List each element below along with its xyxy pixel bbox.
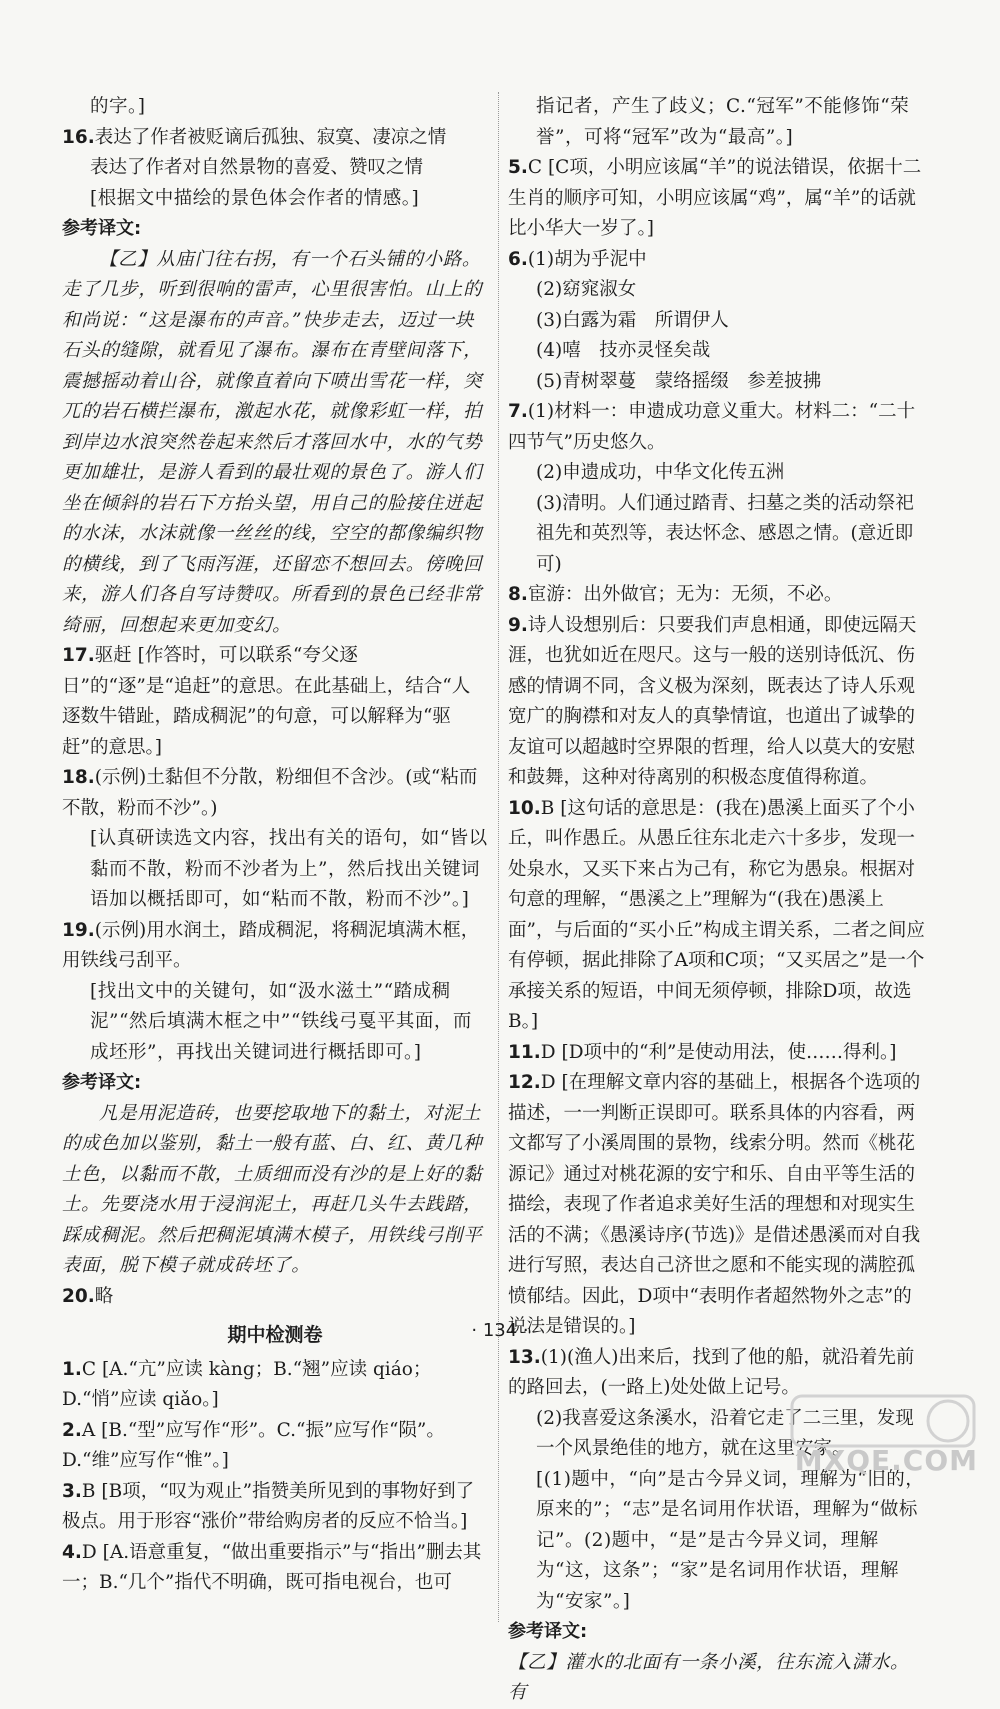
question-number: 16. [62, 126, 95, 148]
answer-item [508, 1038, 928, 1069]
question-number: 6. [508, 248, 528, 270]
answer-item [62, 1282, 488, 1313]
question-number: 20. [62, 1285, 95, 1307]
question-number: 18. [62, 767, 95, 788]
answer-item [62, 1477, 488, 1538]
answer-item [508, 153, 928, 245]
answer-text: (1)胡为乎泥中 [527, 248, 647, 270]
answer-item [508, 580, 928, 611]
question-number: 2. [62, 1419, 82, 1441]
question-number: 3. [62, 1480, 82, 1502]
reference-translation-label: 参考译文: [62, 218, 142, 239]
answer-line: (2)窈窕淑女 [536, 279, 637, 300]
question-number: 19. [62, 919, 95, 941]
question-number: 12. [508, 1072, 541, 1093]
question-number: 17. [62, 645, 95, 666]
reference-translation-label: 参考译文: [508, 1621, 588, 1642]
answer-line: (3)白露为霜 所谓伊人 [536, 309, 729, 331]
answer-item [62, 1538, 488, 1599]
answer-item [508, 397, 928, 458]
answer-line: (3)清明。人们通过踏青、扫墓之类的活动祭祀祖先和英烈等，表达怀念、感恩之情。(意近即可) [536, 492, 914, 575]
answer-line: 表达了作者对自然景物的喜爱、赞叹之情 [90, 157, 424, 178]
answer-text: (1)(渔人)出来后，找到了他的船，就沿着先前的路回去，(一路上)处处做上记号。 [508, 1346, 915, 1398]
answer-text: (示例)土黏但不分散，粉细但不含沙。(或“粘而不散，粉而不沙”。) [62, 767, 478, 819]
answer-item [62, 763, 488, 824]
answer-item [508, 245, 928, 276]
answer-text: 驱赶 [作答时，可以联系“夸父逐日”的“逐”是“追赶”的意思。在此基础上，结合“人逐数牛错趾，踏成稠泥”的句意，可以解释为“驱赶”的意思。] [62, 645, 471, 758]
question-number: 10. [508, 797, 541, 819]
answer-text: C [A.“亢”应读 kàng；B.“翘”应读 qiáo；D.“悄”应读 qiǎo。] [62, 1358, 432, 1410]
explanation-note: [找出文中的关键句，如“汲水滋土”“踏成稠泥”“然后填满木框之中”“铁线弓戛平其面，而成坯形”，再找出关键词进行概括即可。] [90, 980, 472, 1063]
question-number: 1. [62, 1358, 82, 1380]
explanation-note: [认真研读选文内容，找出有关的语句，如“皆以黏而不散，粉而不沙者为上”，然后找出关键词语加以概括即可，如“粘而不散，粉而不沙”。] [90, 828, 488, 910]
answer-text: 宦游：出外做官；无为：无须，不必。 [527, 584, 843, 605]
answer-item [508, 611, 928, 794]
left-column [62, 92, 488, 1599]
answer-text: (示例)用水润土，踏成稠泥，将稠泥填满木框，用铁线弓刮平。 [62, 919, 480, 971]
translation-paragraph: 凡是用泥造砖，也要挖取地下的黏土，对泥土的成色加以鉴别，黏土一般有蓝、白、红、黄几种土色，以黏而不散，土质细而没有沙的是上好的黏土。先要浇水用于浸润泥土，再赶几头牛去践踏，踩成稠泥。然后把稠泥填满木模子，用铁线弓削平表面，脱下模子就成砖坯了。 [62, 1102, 483, 1276]
explanation-note: 的字。] [90, 96, 146, 117]
answer-text: B [这句话的意思是：(我在)愚溪上面买了个小丘，叫作愚丘。从愚丘往东北走六十多步，发现一处泉水，又买下来占为己有，称它为愚泉。根据对句意的理解，“愚溪之上”理解为“(我在)愚溪上面”，与后面的“买小丘”构成主谓关系，二者之间应有停顿，据此排除了A项和C项；“又买居之”是一个承接关系的短语，中间无须停顿，排除D项，故选B。] [508, 797, 925, 1032]
section-heading: 期中检测卷 [227, 1324, 323, 1346]
answer-text: D [A.语意重复，“做出重要指示”与“指出”删去其一；B.“几个”指代不明确，既可指电视台，也可 [62, 1541, 482, 1593]
answer-item [62, 1355, 488, 1416]
answer-text: C [C项，小明应该属“羊”的说法错误，依据十二生肖的顺序可知，小明应该属“鸡”，属“羊”的话就比小华大一岁了。] [508, 157, 922, 239]
question-number: 7. [508, 401, 528, 422]
answer-item [508, 1068, 928, 1343]
question-number: 4. [62, 1541, 82, 1563]
explanation-note: [根据文中描绘的景色体会作者的情感。] [90, 187, 420, 209]
answer-item [508, 794, 928, 1038]
question-number: 13. [508, 1346, 541, 1368]
question-number: 5. [508, 157, 528, 178]
reference-translation-label: 参考译文: [62, 1072, 142, 1093]
answer-text: A [B.“型”应写作“形”。C.“振”应写作“陨”。D.“维”应写作“惟”。] [62, 1419, 445, 1471]
explanation-note: 指记者，产生了歧义；C.“冠军”不能修饰“荣誉”，可将“冠军”改为“最高”。] [536, 96, 910, 148]
answer-text: D [在理解文章内容的基础上，根据各个选项的描述，一一判断正误即可。联系具体的内容看，两文都写了小溪周围的景物，线索分明。然而《桃花源记》通过对桃花源的安宁和乐、自由平等生活的描绘，表现了作者追求美好生活的理想和对现实生活的不满；《愚溪诗序(节选)》是借述愚溪而对自我进行写照，表达自己济世之愿和不能实现的满腔孤愤郁结。因此，D项中“表明作者超然物外之志”的说法是错误的。] [508, 1072, 921, 1337]
answer-text: 表达了作者被贬谪后孤独、寂寞、凄凉之情 [94, 126, 447, 148]
watermark-text: MXQE.COM [794, 1444, 978, 1477]
answer-item [62, 123, 488, 154]
answer-item [62, 641, 488, 763]
question-number: 8. [508, 584, 528, 605]
explanation-note: [(1)题中，“向”是古今异义词，理解为“旧的，原来的”；“志”是名词用作状语，理解为“做标记”。(2)题中，“是”是古今异义词，理解为“这，这条”；“家”是名词用作状语，理解为“安家”。] [536, 1468, 925, 1612]
answer-text: (1)材料一：申遗成功意义重大。材料二：“二十四节气”历史悠久。 [508, 401, 916, 453]
answer-line: (2)我喜爱这条溪水，沿着它走了二三里，发现一个风景绝佳的地方，就在这里安家。 [536, 1407, 914, 1459]
answer-line: (5)青树翠蔓 蒙络摇缀 参差披拂 [536, 370, 822, 392]
page-number: · 134 · [471, 1320, 529, 1341]
answer-text: 略 [94, 1285, 114, 1307]
answer-text: D [D项中的“利”是使动用法，使……得利。] [540, 1041, 897, 1063]
translation-paragraph: 【乙】从庙门往右拐，有一个石头铺的小路。走了几步，听到很响的雷声，心里很害怕。山上的和尚说：“这是瀑布的声音。”快步走去，迈过一块石头的缝隙，就看见了瀑布。瀑布在青壁间落下，震撼摇动着山谷，就像直着向下喷出雪花一样，突兀的岩石横拦瀑布，激起水花，就像彩虹一样，拍到岸边水浪突然卷起来然后才落回水中，水的气势更加雄壮，是游人看到的最壮观的景色了。游人们坐在倾斜的岩石下方抬头望，用自己的脸接住迸起的水沫，水沫就像一丝丝的线，空空的都像编织物的横线，到了飞雨泻涯，还留恋不想回去。傍晚回来，游人们各自写诗赞叹。所看到的景色已经非常绮丽，回想起来更加变幻。 [62, 248, 483, 636]
answer-line: (4)嘻 技亦灵怪矣哉 [536, 340, 711, 361]
question-number: 11. [508, 1041, 541, 1063]
answer-text: B [B项，“叹为观止”指赞美所见到的事物好到了极点。用于形容“涨价”带给购房者的反应不恰当。] [62, 1480, 475, 1532]
question-number: 9. [508, 614, 528, 636]
answer-line: (2)申遗成功，中华文化传五洲 [536, 462, 785, 483]
column-divider [498, 92, 499, 1622]
answer-text: 诗人设想别后：只要我们声息相通，即使远隔天涯，也犹如近在咫尺。这与一般的送别诗低沉、伤感的情调不同，含义极为深刻，既表达了诗人乐观宽广的胸襟和对友人的真挚情谊，也道出了诚挚的友谊可以超越时空界限的哲理，给人以莫大的安慰和鼓舞，这种对待离别的积极态度值得称道。 [508, 614, 917, 788]
translation-paragraph: 【乙】灌水的北面有一条小溪，往东流入潇水。有 [508, 1651, 910, 1703]
answer-item [62, 916, 488, 977]
answer-item [62, 1416, 488, 1477]
